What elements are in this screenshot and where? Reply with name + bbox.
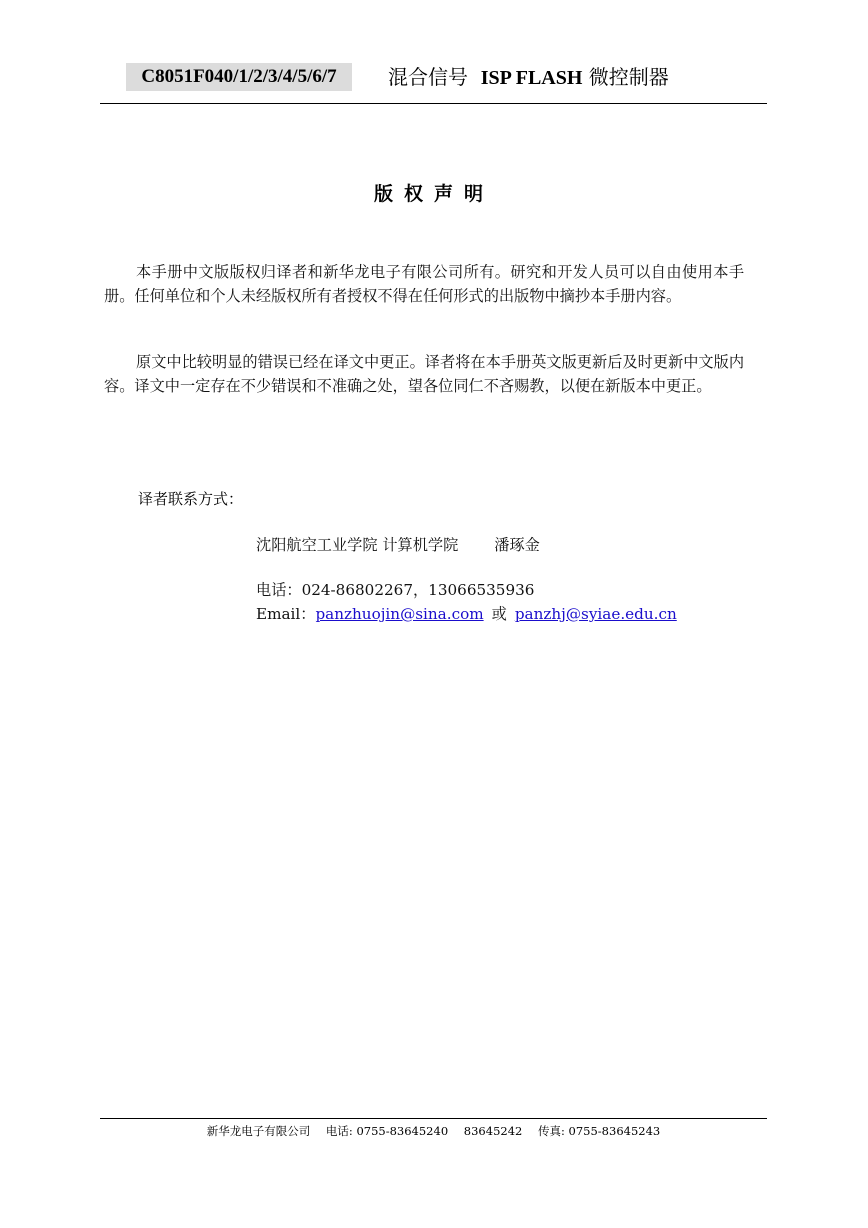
header-title-suffix: 微控制器 [588,65,669,89]
header-title-prefix: 混合信号 [388,65,468,89]
email-link-primary[interactable]: panzhuojin@sina.com [315,605,484,623]
footer-company: 新华龙电子有限公司 [206,1124,311,1138]
phone-label: 电话： [256,581,302,599]
contact-phone-line [256,578,534,602]
phone-value: 024-86802267，13066535936 [301,581,535,599]
copyright-paragraph-1: 本手册中文版版权归译者和新华龙电子有限公司所有。研究和开发人员可以自由使用本手册。任何单位和个人未经版权所有者授权不得在任何形式的出版物中摘抄本手册内容。 [104,263,744,305]
copyright-paragraph-2: 原文中比较明显的错误已经在译文中更正。译者将在本手册英文版更新后及时更新中文版内容。译文中一定存在不少错误和不准确之处，望各位同仁不吝赐教，以便在新版本中更正。 [104,353,744,395]
email-link-secondary[interactable]: panzhj@syiae.edu.cn [514,605,677,623]
contact-heading: 译者联系方式： [138,490,244,508]
header-title-latin: ISP FLASH [480,67,583,89]
page-header [100,58,767,104]
email-or-separator: 或 [491,605,507,623]
contact-translator-name: 潘琢金 [494,536,540,554]
document-title: 版权声明 [373,183,494,205]
page-footer [100,1118,767,1140]
footer-phone: 电话: 0755-83645240 [325,1124,449,1138]
contact-organization: 沈阳航空工业学院 计算机学院 [256,536,459,554]
email-label: Email： [256,605,316,623]
part-number-badge: C8051F040/1/2/3/4/5/6/7 [126,63,352,91]
footer-phone-2: 83645242 [463,1124,523,1138]
footer-fax: 传真: 0755-83645243 [538,1124,661,1138]
header-title [388,62,669,93]
contact-organization-line [256,533,540,557]
contact-email-line [256,602,677,626]
